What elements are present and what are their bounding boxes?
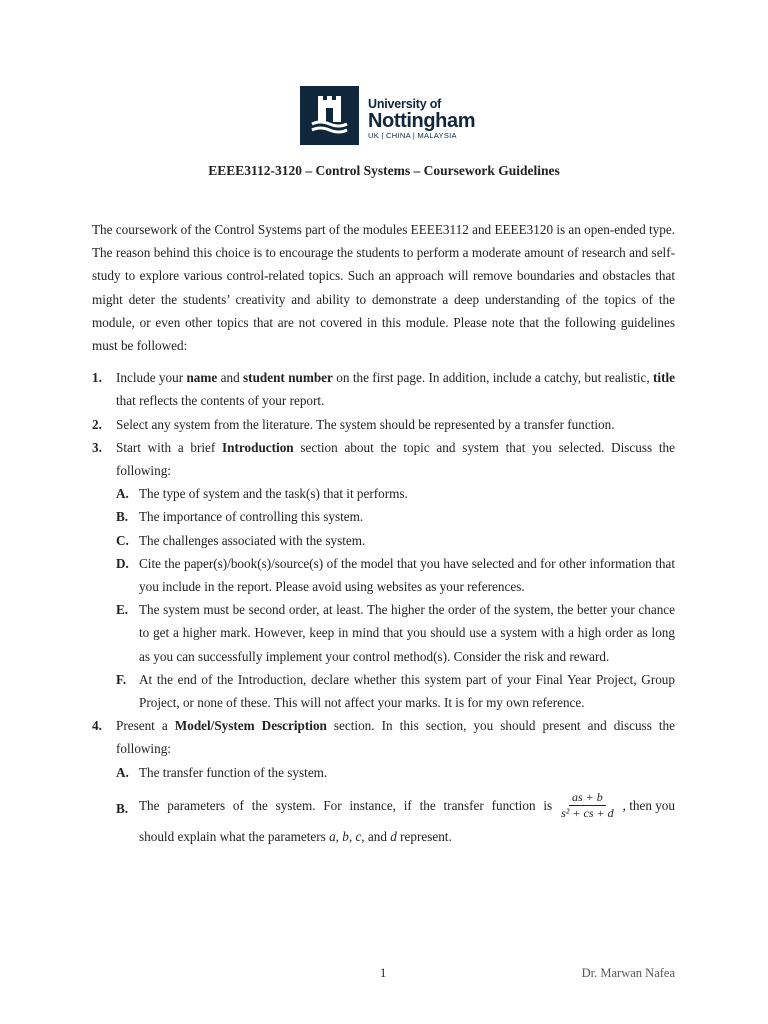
- param-c: c: [355, 828, 362, 844]
- document-title: EEEE3112-3120 – Control Systems – Coursework Guidelines: [208, 163, 560, 178]
- item-text: Present a: [116, 718, 175, 734]
- sub-item-b: [116, 790, 675, 848]
- sub-item-letter: B.: [116, 800, 129, 816]
- logo-line-university: University of: [368, 97, 442, 111]
- param-b: b: [342, 828, 349, 844]
- footer-author: Dr. Marwan Nafea: [581, 966, 675, 980]
- item-bold: name: [186, 370, 218, 386]
- sub-item-text: The transfer function of the system.: [139, 764, 328, 780]
- sub-item-text: The system must be second order, at least. The higher the order of the system, the better your chance to get a higher mark. However, keep in mind that you should use a system with a high order as long as you can successfully implement your control method(s). Consider the risk and reward.: [139, 602, 675, 664]
- item-text: Start with a brief: [116, 439, 223, 455]
- fraction-denominator: s² + cs + d: [561, 805, 614, 820]
- sub-item-text: The parameters of the system. For instance, if the transfer function is: [139, 797, 553, 813]
- sub-item-letter: E.: [116, 602, 129, 618]
- item-text: section about the topic and system that you selected. Discuss the following:: [116, 439, 675, 479]
- item-number: 4.: [92, 718, 102, 734]
- item-number: 2.: [92, 416, 102, 432]
- param-a: a: [329, 828, 336, 844]
- sub-list: [116, 482, 675, 714]
- item-text: Select any system from the literature. The system should be represented by a transfer function.: [116, 416, 615, 432]
- item-text: section. In this section, you should present and discuss the following:: [116, 718, 675, 757]
- castle-crest-icon: [300, 86, 359, 145]
- item-text: Include your: [116, 370, 187, 386]
- item-number: 1.: [92, 370, 102, 386]
- intro-paragraph: The coursework of the Control Systems part of the modules EEEE3112 and EEEE3120 is an open-ended type. The reason behind this choice is to encourage the students to perform a moderate amount of research and self-study to explore various control-related topics. Such an approach will remove boundaries and obstacles that might deter the students’ creativity and ability to demonstrate a deep understanding of the topics of the module, or even other topics that are not covered in this module. Please note that the following guidelines must be followed:: [92, 222, 675, 354]
- item-number: 3.: [92, 439, 102, 455]
- logo-line-nottingham: Nottingham: [368, 110, 476, 132]
- item-text: on the first page. In addition, include a catchy, but realistic,: [332, 370, 654, 386]
- sub-item-text: The type of system and the task(s) that it performs.: [139, 486, 408, 502]
- item-text: and: [217, 370, 244, 386]
- logo-line-campuses: UK | CHINA | MALAYSIA: [368, 131, 457, 140]
- sub-item-letter: C.: [116, 532, 129, 548]
- separator: , and: [361, 828, 391, 844]
- guideline-item-4: [92, 714, 675, 848]
- guideline-item-2: [92, 413, 675, 436]
- transfer-function-fraction: [558, 790, 616, 821]
- document-body: [92, 218, 675, 848]
- sub-item-letter: D.: [116, 555, 129, 571]
- sub-item-text: At the end of the Introduction, declare whether this system part of your Final Year Project, Group Project, or none of these. This will not affect your marks. It is for my own reference.: [139, 671, 675, 711]
- sub-item-letter: B.: [116, 509, 129, 525]
- sub-item-a: [116, 482, 675, 505]
- item-bold: Model/System Description: [174, 718, 327, 734]
- sub-item-d: [116, 552, 675, 598]
- sub-item-text: The challenges associated with the system.: [139, 532, 366, 548]
- sub-item-a: [116, 761, 675, 784]
- item-bold: Introduction: [222, 439, 294, 455]
- sub-item-text: should explain what the parameters: [139, 828, 330, 844]
- separator: ,: [348, 828, 356, 844]
- sub-item-e: [116, 598, 675, 668]
- sub-item-text: represent.: [396, 828, 452, 844]
- item-bold: student number: [243, 370, 333, 386]
- param-d: d: [390, 828, 397, 844]
- guideline-item-3: [92, 436, 675, 714]
- sub-item-letter: A.: [116, 764, 129, 780]
- sub-item-text: The importance of controlling this system.: [139, 509, 364, 525]
- sub-item-letter: A.: [116, 486, 129, 502]
- separator: ,: [335, 828, 343, 844]
- sub-item-f: [116, 668, 675, 714]
- sub-item-letter: F.: [116, 671, 127, 687]
- item-bold: title: [653, 370, 675, 386]
- sub-item-c: [116, 529, 675, 552]
- fraction-numerator: as + b: [569, 790, 606, 806]
- sub-item-b: [116, 505, 675, 528]
- item-text: that reflects the contents of your report.: [116, 393, 325, 409]
- page-number: 1: [380, 966, 387, 980]
- university-logo: [300, 86, 476, 148]
- sub-list: [116, 761, 675, 848]
- sub-item-text: , then you: [622, 797, 675, 813]
- guideline-item-1: [92, 366, 675, 412]
- sub-item-text: Cite the paper(s)/book(s)/source(s) of the model that you have selected and for other information that you include in the report. Please avoid using websites as your references.: [139, 555, 675, 595]
- guidelines-list: [92, 366, 675, 848]
